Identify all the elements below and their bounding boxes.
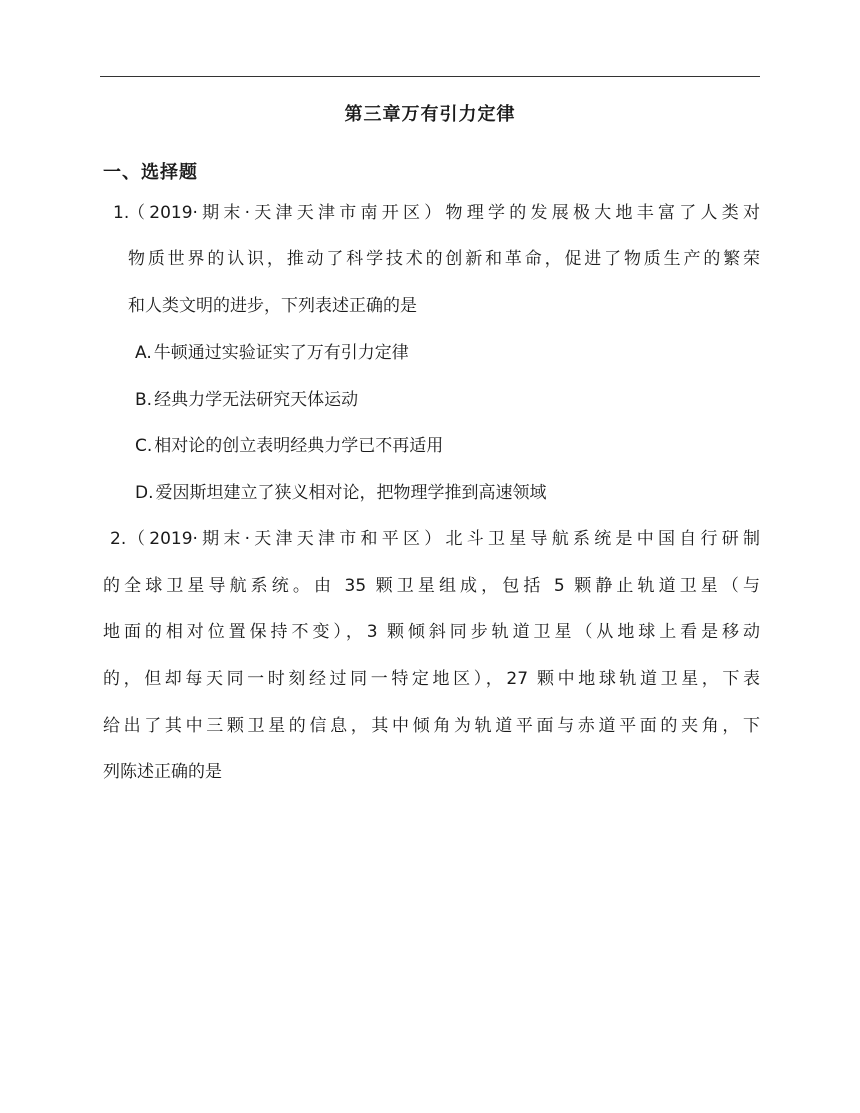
question-text-line: 的，但却每天同一时刻经过同一特定地区），27 颗中地球轨道卫星，下表	[103, 669, 760, 689]
document-title: 第三章万有引力定律	[344, 104, 516, 125]
option-letter: A.	[135, 343, 152, 363]
question-text-line: 地面的相对位置保持不变），3 颗倾斜同步轨道卫星（从地球上看是移动	[103, 622, 760, 642]
option-b	[135, 386, 358, 414]
question-text-line: 列陈述正确的是	[103, 762, 222, 782]
question-text-line: 给出了其中三颗卫星的信息，其中倾角为轨道平面与赤道平面的夹角，下	[103, 716, 760, 736]
option-d	[135, 479, 547, 507]
header-rule	[100, 76, 760, 77]
section-heading: 一、选择题	[103, 162, 198, 183]
question-number: 1.	[113, 203, 130, 223]
option-letter: C.	[135, 436, 153, 456]
option-c	[135, 432, 443, 460]
option-text: 爱因斯坦建立了狭义相对论，把物理学推到高速领域	[155, 483, 547, 503]
option-a	[135, 339, 409, 367]
question-text-line: 的全球卫星导航系统。由 35 颗卫星组成，包括 5 颗静止轨道卫星（与	[103, 576, 760, 596]
question-number: 2.	[110, 529, 127, 549]
option-letter: B.	[135, 390, 153, 410]
option-text: 经典力学无法研究天体运动	[154, 390, 359, 410]
option-text: 相对论的创立表明经典力学已不再适用	[154, 436, 444, 456]
question-text-line: 和人类文明的进步，下列表述正确的是	[128, 296, 417, 316]
question-text-line: （2019·期末·天津天津市南开区）物理学的发展极大地丰富了人类对	[128, 203, 760, 223]
question-text-line: 物质世界的认识，推动了科学技术的创新和革命，促进了物质生产的繁荣	[128, 249, 760, 269]
option-text: 牛顿通过实验证实了万有引力定律	[153, 343, 409, 363]
option-letter: D.	[135, 483, 154, 503]
question-text-line: （2019·期末·天津天津市和平区）北斗卫星导航系统是中国自行研制	[128, 529, 760, 549]
